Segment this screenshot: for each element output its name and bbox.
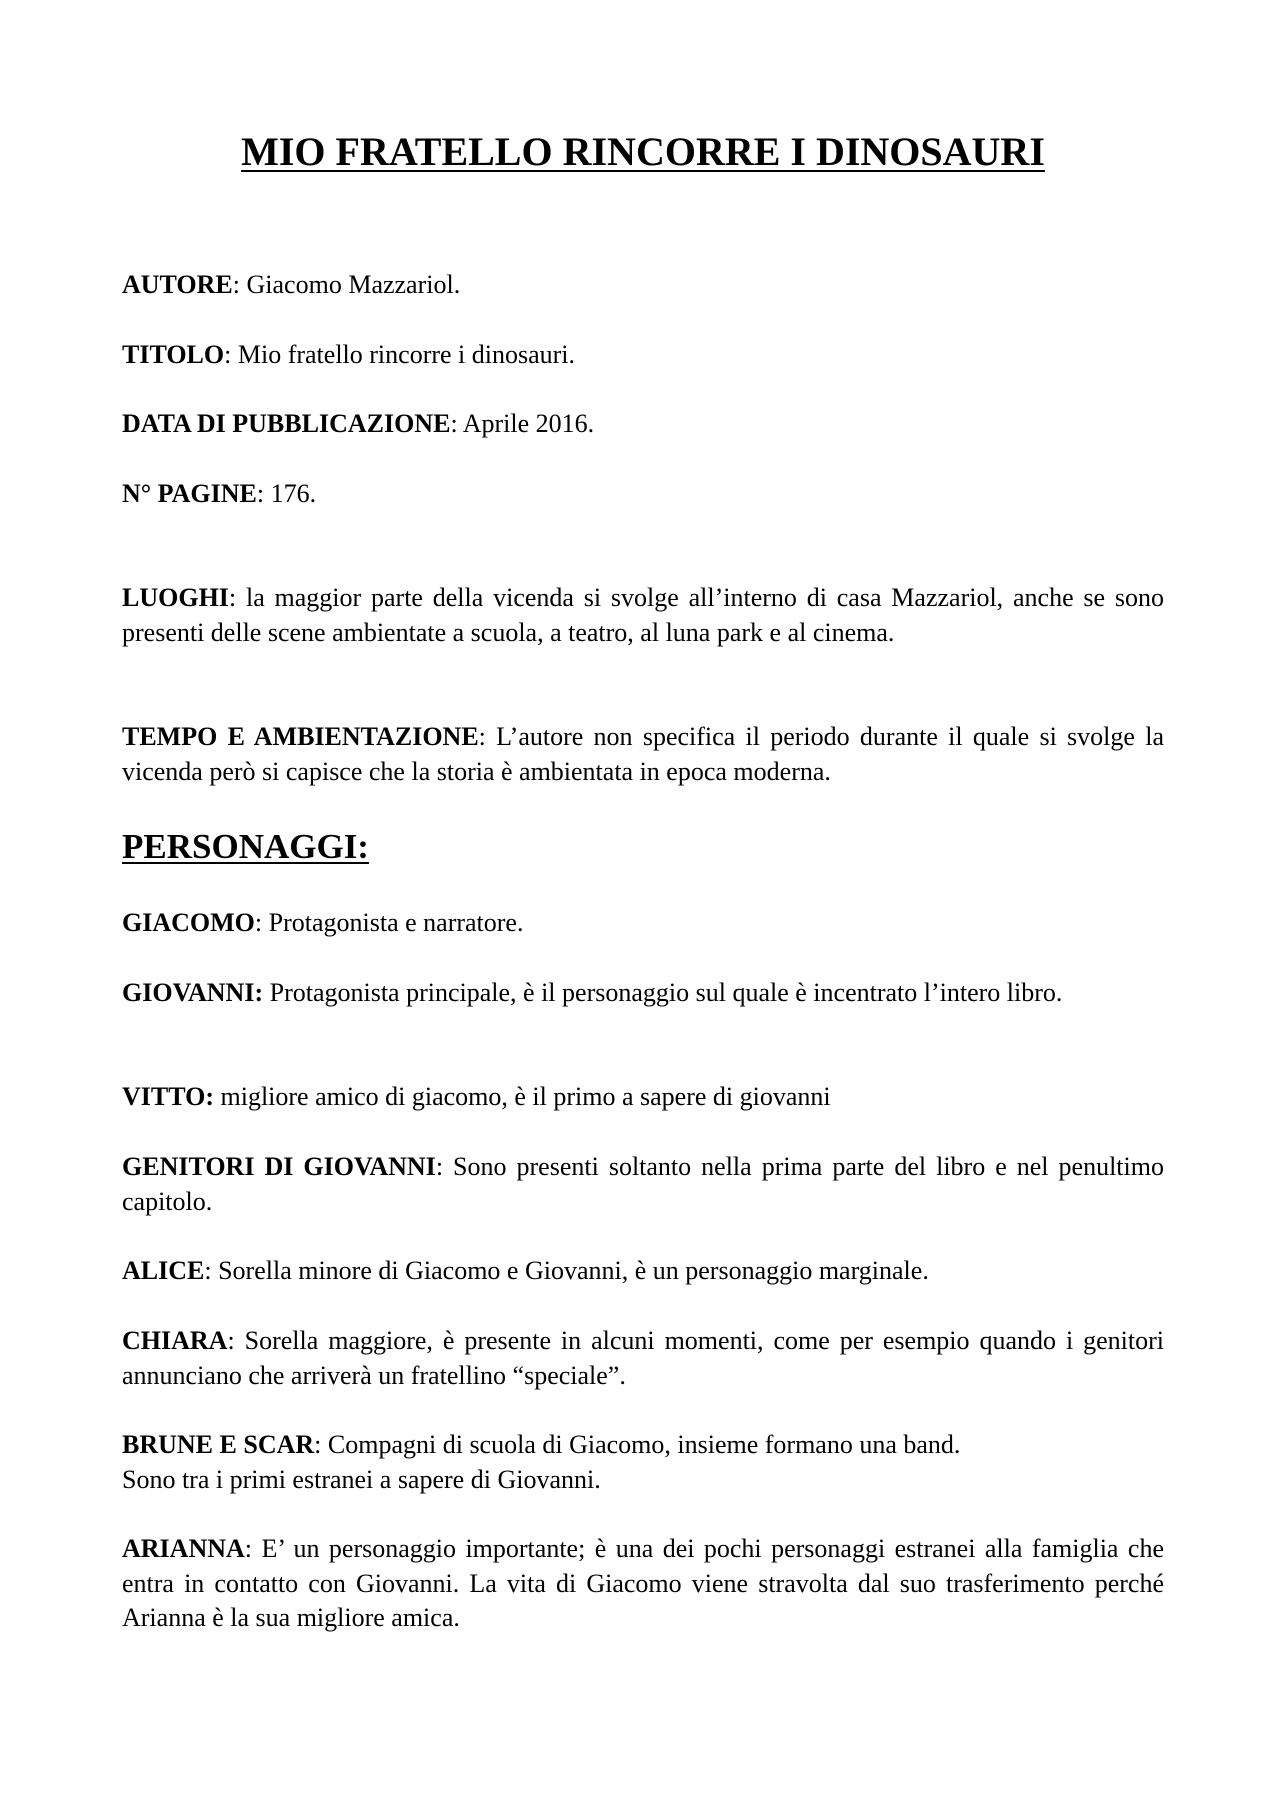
character-giacomo: GIACOMO: Protagonista e narratore. bbox=[122, 908, 524, 937]
character-name: CHIARA bbox=[122, 1326, 228, 1355]
character-vitto bbox=[122, 1080, 1164, 1115]
character-arianna: ARIANNA: E’ un personaggio importante; è una dei pochi personaggi estranei alla famiglia che entra in contatto con Giovanni. La vita di Giacomo viene stravolta dal suo trasferimento perché Arianna è la sua migliore amica. bbox=[122, 1534, 1164, 1632]
info-autore: AUTORE: Giacomo Mazzariol. bbox=[122, 270, 461, 299]
character-description: Sono presenti soltanto nella prima parte del libro e nel penultimo capitolo. bbox=[122, 1152, 1164, 1216]
characters-heading: PERSONAGGI: bbox=[122, 827, 369, 866]
setting-luoghi: LUOGHI: la maggior parte della vicenda si svolge all’interno di casa Mazzariol, anche se sono presenti delle scene ambientate a scuola, a teatro, al luna park e al cinema. bbox=[122, 583, 1165, 647]
character-genitori: GENITORI DI GIOVANNI: Sono presenti soltanto nella prima parte del libro e nel penultimo capitolo. bbox=[122, 1152, 1164, 1216]
info-value: 176. bbox=[270, 479, 317, 508]
character-name: BRUNE E SCAR bbox=[122, 1430, 315, 1459]
character-alice: ALICE: Sorella minore di Giacomo e Giovanni, è un personaggio marginale. bbox=[122, 1256, 929, 1285]
character-description: Protagonista principale, è il personaggio sul quale è incentrato l’intero libro. bbox=[269, 978, 1063, 1007]
character-description: migliore amico di giacomo, è il primo a sapere di giovanni bbox=[220, 1082, 831, 1111]
info-value: Aprile 2016. bbox=[462, 409, 595, 438]
info-data-pubblicazione: DATA DI PUBBLICAZIONE: Aprile 2016. bbox=[122, 409, 595, 438]
character-chiara: CHIARA: Sorella maggiore, è presente in alcuni momenti, come per esempio quando i genitori annunciano che arriverà un fratellino “speciale”. bbox=[122, 1326, 1164, 1390]
character-name: ALICE bbox=[122, 1256, 205, 1285]
info-value: Mio fratello rincorre i dinosauri. bbox=[237, 340, 576, 369]
document-title: MIO FRATELLO RINCORRE I DINOSAURI bbox=[241, 129, 1045, 174]
info-pagine: N° PAGINE: 176. bbox=[122, 479, 317, 508]
character-description: Sorella maggiore, è presente in alcuni momenti, come per esempio quando i genitori annunciano che arriverà un fratellino “speciale”. bbox=[122, 1326, 1164, 1390]
info-label: DATA DI PUBBLICAZIONE bbox=[122, 409, 451, 438]
character-name: GIOVANNI: bbox=[122, 978, 264, 1007]
character-brune-scar: BRUNE E SCAR: Compagni di scuola di Giacomo, insieme formano una band. Sono tra i primi estranei a sapere di Giovanni. bbox=[122, 1430, 961, 1494]
info-titolo: TITOLO: Mio fratello rincorre i dinosauri. bbox=[122, 340, 576, 369]
character-description: Compagni di scuola di Giacomo, insieme formano una band. bbox=[327, 1430, 961, 1459]
character-description: E’ un personaggio importante; è una dei pochi personaggi estranei alla famiglia che entra in contatto con Giovanni. La vita di Giacomo viene stravolta dal suo trasferimento perché Arianna è la sua migliore amica. bbox=[122, 1534, 1164, 1632]
character-description: Protagonista e narratore. bbox=[268, 908, 524, 937]
setting-text: L’autore non specifica il periodo durante il quale si svolge la vicenda però si capisce che la storia è ambientata in epoca moderna. bbox=[122, 722, 1164, 786]
info-label: N° PAGINE bbox=[122, 479, 257, 508]
info-label: AUTORE bbox=[122, 270, 233, 299]
character-name: GENITORI DI GIOVANNI bbox=[122, 1152, 436, 1181]
setting-label: TEMPO E AMBIENTAZIONE bbox=[122, 722, 479, 751]
character-name: ARIANNA bbox=[122, 1534, 245, 1563]
setting-tempo: TEMPO E AMBIENTAZIONE: L’autore non specifica il periodo durante il quale si svolge la vicenda però si capisce che la storia è ambientata in epoca moderna. bbox=[122, 722, 1164, 786]
setting-text: la maggior parte della vicenda si svolge all’interno di casa Mazzariol, anche se sono presenti delle scene ambientate a scuola, a teatro, al luna park e al cinema. bbox=[122, 583, 1165, 647]
info-value: Giacomo Mazzariol. bbox=[246, 270, 461, 299]
info-label: TITOLO bbox=[122, 340, 225, 369]
setting-label: LUOGHI bbox=[122, 583, 229, 612]
character-name: VITTO: bbox=[122, 1082, 214, 1111]
character-description: Sorella minore di Giacomo e Giovanni, è un personaggio marginale. bbox=[218, 1256, 929, 1285]
character-description-line2: Sono tra i primi estranei a sapere di Giovanni. bbox=[122, 1464, 601, 1494]
character-name: GIACOMO bbox=[122, 908, 255, 937]
character-giovanni bbox=[122, 976, 1164, 1011]
